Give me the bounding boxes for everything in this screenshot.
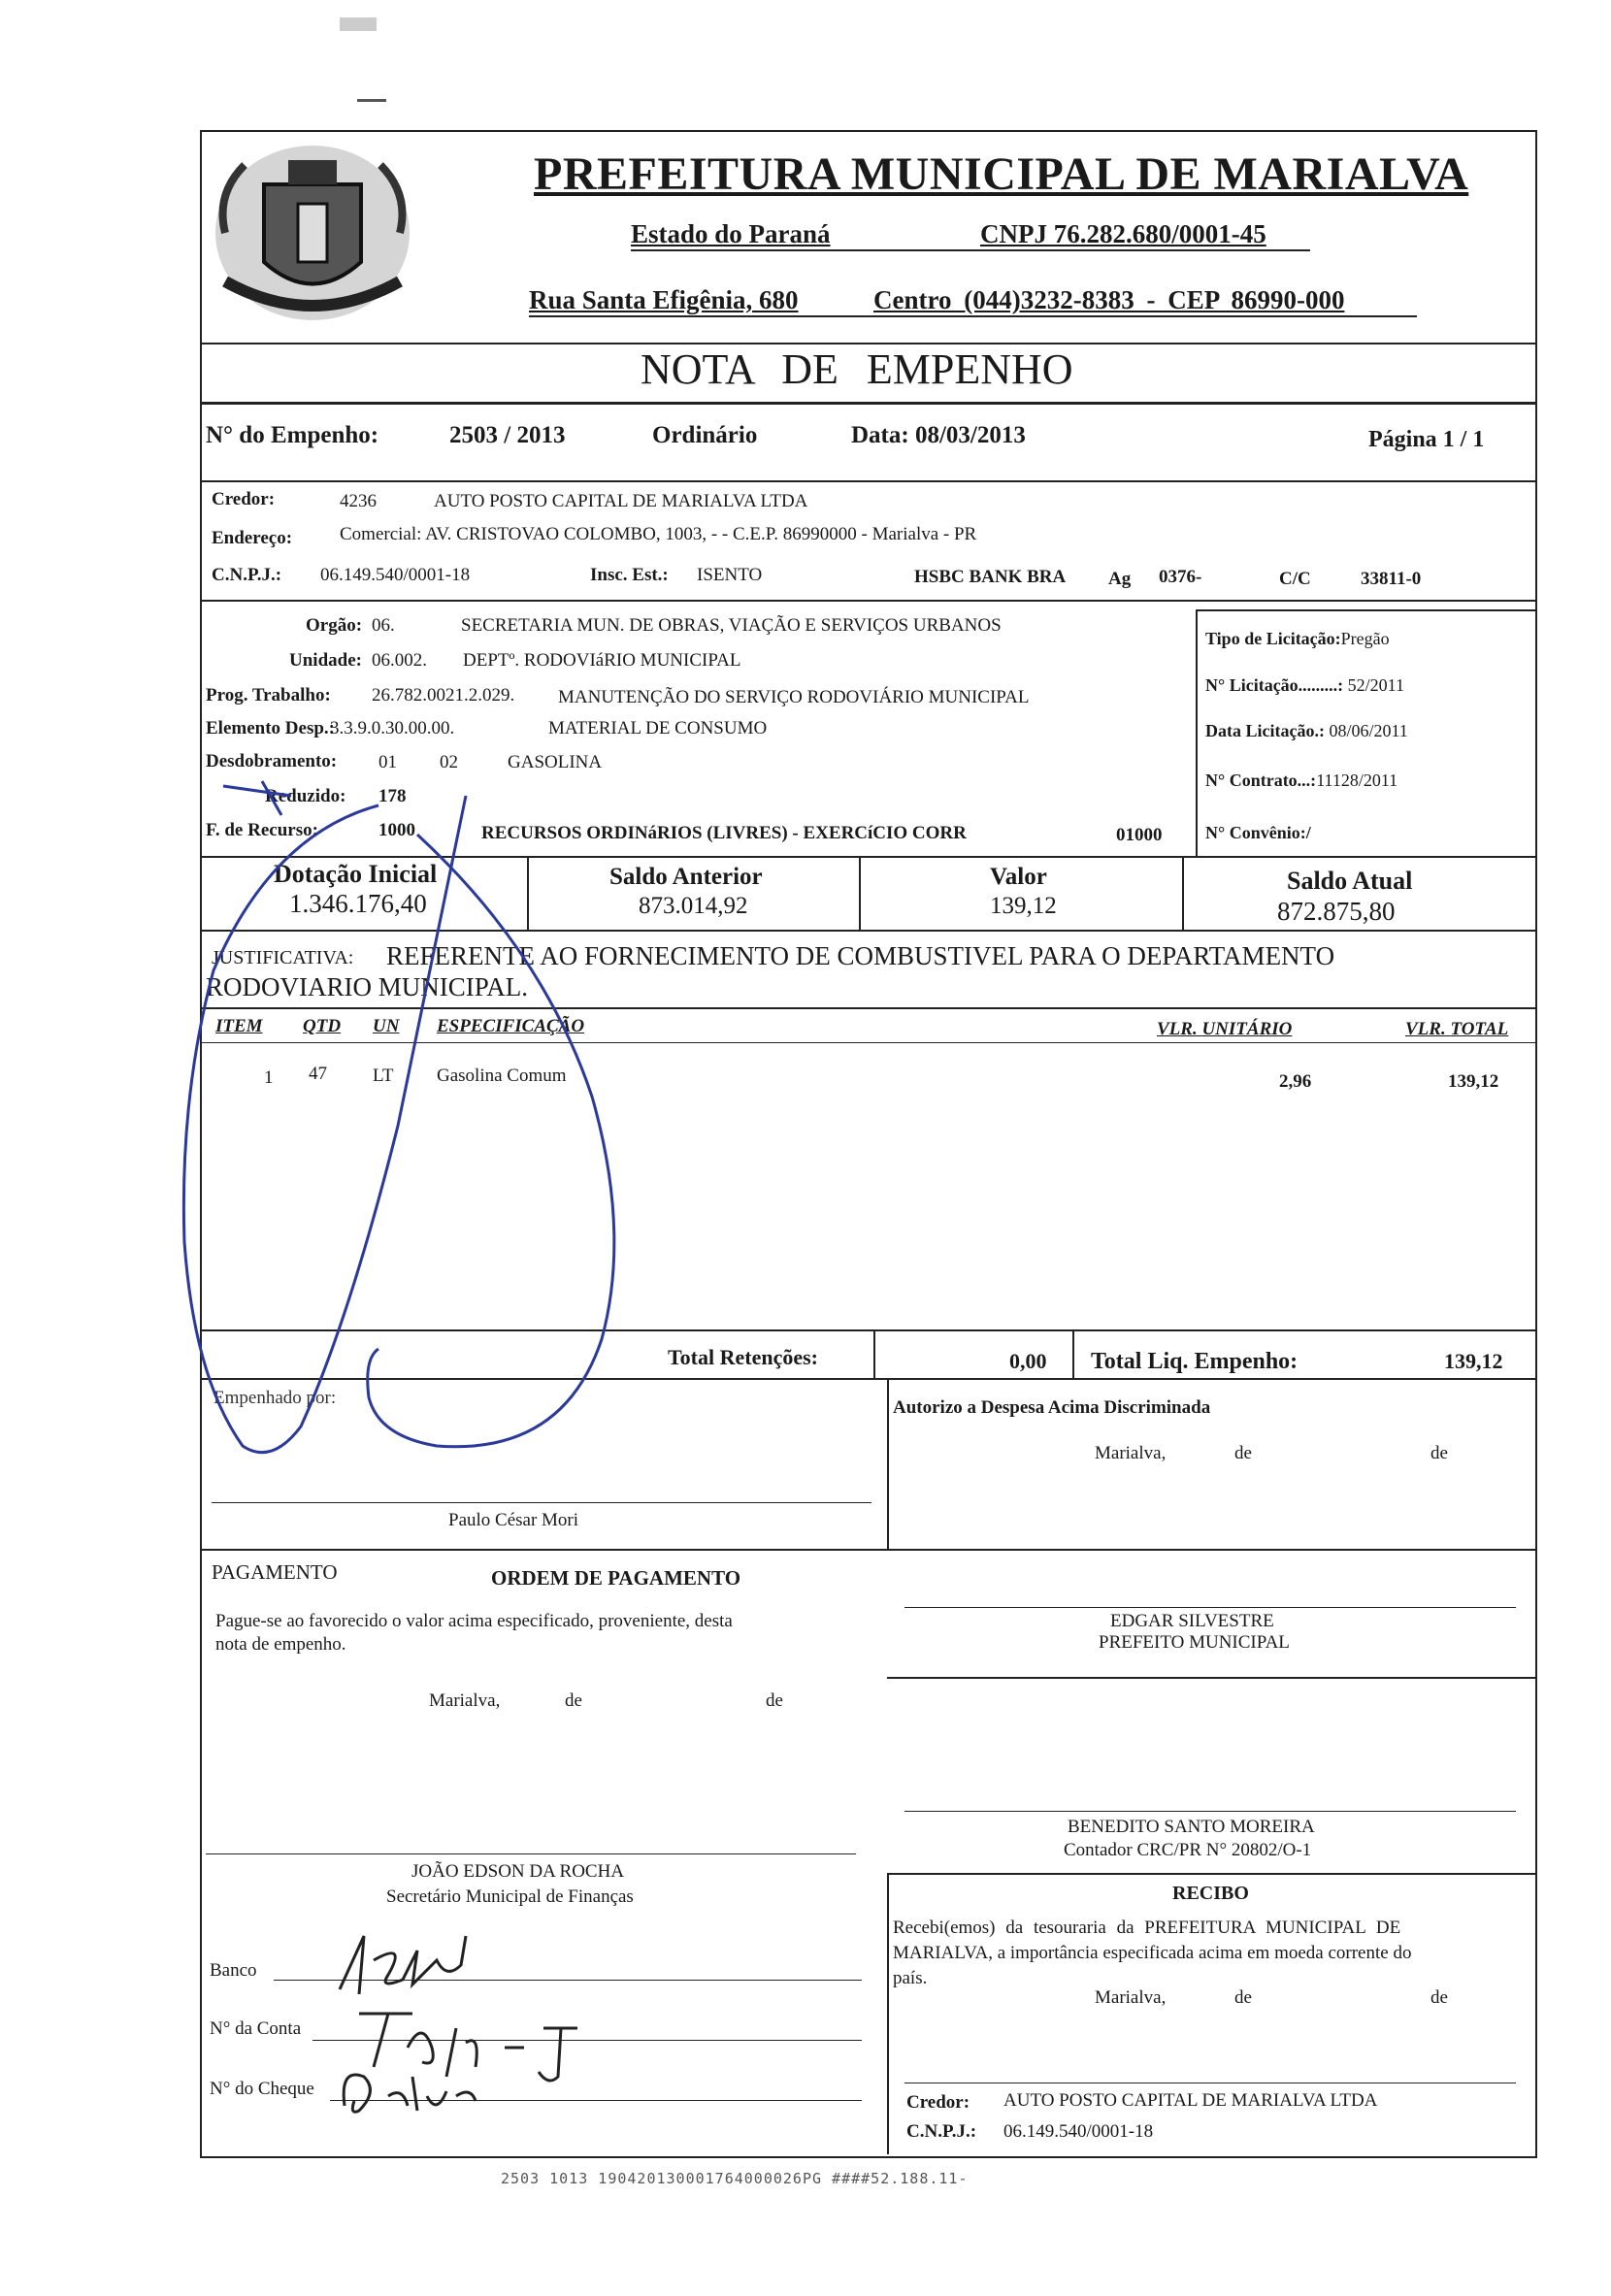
pagamento-text1: Pague-se ao favorecido o valor acima especificado, proveniente, desta bbox=[215, 1611, 733, 1631]
address-label: Endereço: bbox=[212, 528, 293, 548]
col-spec: ESPECIFICAÇÃO bbox=[437, 1016, 585, 1036]
liq-empenho-value: 139,12 bbox=[1444, 1349, 1503, 1373]
secretario-title: Secretário Municipal de Finanças bbox=[386, 1886, 634, 1907]
retencoes-value: 0,00 bbox=[1009, 1349, 1047, 1373]
credor-cnpj: 06.149.540/0001-18 bbox=[320, 565, 471, 585]
recibo-label: RECIBO bbox=[1172, 1883, 1249, 1904]
licitacao-data: Data Licitação.: 08/06/2011 bbox=[1205, 721, 1408, 740]
elemento-name: MATERIAL DE CONSUMO bbox=[548, 718, 768, 738]
reduzido-label: Reduzido: bbox=[265, 786, 346, 806]
recurso-name: RECURSOS ORDINáRIOS (LIVRES) - EXERCíCIO CORR bbox=[481, 823, 967, 843]
col-vt: VLR. TOTAL bbox=[1405, 1019, 1509, 1039]
justificativa-text2: RODOVIARIO MUNICIPAL. bbox=[206, 972, 529, 1001]
orgao-label: Orgão: bbox=[306, 615, 363, 636]
unidade-code: 06.002. bbox=[372, 650, 427, 671]
credor-code: 4236 bbox=[340, 491, 377, 511]
ag-label: Ag bbox=[1108, 569, 1132, 589]
recibo-cnpj-label: C.N.P.J.: bbox=[906, 2121, 977, 2142]
col-un: UN bbox=[373, 1016, 400, 1036]
cnpj-label: C.N.P.J.: bbox=[212, 565, 282, 585]
valor-label: Valor bbox=[990, 864, 1047, 890]
pagamento-de1: de bbox=[565, 1690, 582, 1711]
header-address: Rua Santa Efigênia, 680 bbox=[529, 285, 799, 314]
licitacao-convenio: N° Convênio:/ bbox=[1205, 823, 1311, 842]
saldo-atual-value: 872.875,80 bbox=[1277, 897, 1396, 926]
pagamento-text2: nota de empenho. bbox=[215, 1634, 346, 1655]
dotacao-value: 1.346.176,40 bbox=[289, 889, 427, 918]
licitacao-tipo-label: Tipo de Licitação:Pregão bbox=[1205, 629, 1390, 648]
saldo-anterior-label: Saldo Anterior bbox=[609, 864, 763, 890]
prog-label: Prog. Trabalho: bbox=[206, 685, 331, 705]
recibo-city: Marialva, bbox=[1095, 1987, 1167, 2008]
recibo-de2: de bbox=[1430, 1987, 1448, 2008]
ag-value: 0376- bbox=[1159, 567, 1202, 587]
contador-name: BENEDITO SANTO MOREIRA bbox=[1068, 1817, 1315, 1837]
recurso-label: F. de Recurso: bbox=[206, 820, 318, 840]
prog-name: MANUTENÇÃO DO SERVIÇO RODOVIÁRIO MUNICIPAL bbox=[558, 687, 1030, 707]
autorizo-de2: de bbox=[1430, 1443, 1448, 1463]
credor-label: Credor: bbox=[212, 489, 276, 509]
banco-label: Banco bbox=[210, 1960, 257, 1981]
pagamento-label: PAGAMENTO bbox=[212, 1560, 338, 1584]
header-state: Estado do Paraná bbox=[631, 219, 831, 248]
orgao-code: 06. bbox=[372, 615, 395, 636]
elemento-label: Elemento Desp.: bbox=[206, 718, 335, 738]
empenho-type: Ordinário bbox=[652, 422, 758, 448]
recibo-credor-label: Credor: bbox=[906, 2092, 970, 2113]
insc-value: ISENTO bbox=[697, 565, 763, 585]
header-title: PREFEITURA MUNICIPAL DE MARIALVA bbox=[534, 148, 1469, 200]
header-address2: Centro (044)3232-8383 - CEP 86990-000 bbox=[873, 285, 1345, 314]
licitacao-num: N° Licitação.........: 52/2011 bbox=[1205, 675, 1405, 695]
justificativa-text1: REFERENTE AO FORNECIMENTO DE COMBUSTIVEL PARA O DEPARTAMENTO bbox=[386, 941, 1335, 970]
empenhado-name: Paulo César Mori bbox=[448, 1510, 579, 1530]
cheque-label: N° do Cheque bbox=[210, 2079, 314, 2099]
pagamento-de2: de bbox=[766, 1690, 783, 1711]
recibo-text1: Recebi(emos) da tesouraria da PREFEITURA MUNICIPAL DE bbox=[893, 1918, 1401, 1938]
dotacao-label: Dotação Inicial bbox=[274, 860, 438, 888]
valor-value: 139,12 bbox=[990, 893, 1057, 919]
cc-value: 33811-0 bbox=[1361, 569, 1422, 589]
recibo-text3: país. bbox=[893, 1968, 928, 1988]
recibo-de1: de bbox=[1234, 1987, 1252, 2008]
justificativa-label: JUSTIFICATIVA: bbox=[212, 947, 354, 968]
row-un: LT bbox=[373, 1066, 394, 1086]
row-vu: 2,96 bbox=[1279, 1071, 1312, 1092]
ordem-pagamento-label: ORDEM DE PAGAMENTO bbox=[491, 1566, 741, 1590]
insc-label: Insc. Est.: bbox=[590, 565, 669, 585]
recibo-cnpj: 06.149.540/0001-18 bbox=[1003, 2121, 1154, 2142]
row-vt: 139,12 bbox=[1448, 1071, 1499, 1092]
orgao-name: SECRETARIA MUN. DE OBRAS, VIAÇÃO E SERVIÇOS URBANOS bbox=[461, 615, 1002, 636]
recibo-text2: MARIALVA, a importância especificada acima em moeda corrente do bbox=[893, 1943, 1412, 1963]
desdobramento-a: 01 bbox=[378, 752, 397, 772]
row-qtd: 47 bbox=[309, 1064, 327, 1084]
reduzido-value: 178 bbox=[378, 786, 407, 806]
row-item: 1 bbox=[264, 1067, 274, 1088]
conta-label: N° da Conta bbox=[210, 2018, 302, 2039]
credor-name: AUTO POSTO CAPITAL DE MARIALVA LTDA bbox=[434, 491, 808, 511]
handwritten-bank-entries bbox=[320, 1921, 611, 2125]
row-spec: Gasolina Comum bbox=[437, 1066, 567, 1086]
retencoes-label: Total Retenções: bbox=[668, 1345, 818, 1369]
contador-title: Contador CRC/PR N° 20802/O-1 bbox=[1064, 1840, 1312, 1860]
bank-name: HSBC BANK BRA bbox=[914, 567, 1067, 587]
barcode-text: 2503 1013 190420130001764000026PG ####52.188.11- bbox=[501, 2170, 969, 2187]
elemento-code: 3.3.9.0.30.00.00. bbox=[330, 718, 455, 738]
col-qtd: QTD bbox=[303, 1016, 342, 1036]
empenho-number: 2503 / 2013 bbox=[449, 422, 566, 448]
unidade-name: DEPTº. RODOVIáRIO MUNICIPAL bbox=[463, 650, 741, 671]
licitacao-contrato: N° Contrato...:11128/2011 bbox=[1205, 771, 1398, 790]
scan-mark bbox=[357, 99, 386, 102]
saldo-atual-label: Saldo Atual bbox=[1287, 867, 1413, 895]
prefeito-title: PREFEITO MUNICIPAL bbox=[1099, 1632, 1290, 1653]
pagamento-city: Marialva, bbox=[429, 1690, 501, 1711]
desdobramento-name: GASOLINA bbox=[508, 752, 603, 772]
desdobramento-label: Desdobramento: bbox=[206, 751, 338, 771]
secretario-name: JOÃO EDSON DA ROCHA bbox=[411, 1861, 625, 1882]
blue-ink-annotation bbox=[175, 776, 641, 1475]
desdobramento-b: 02 bbox=[440, 752, 458, 772]
prefeito-name: EDGAR SILVESTRE bbox=[1110, 1611, 1274, 1631]
scan-mark bbox=[340, 17, 377, 31]
empenho-page: Página 1 / 1 bbox=[1368, 427, 1485, 452]
autorizo-city: Marialva, bbox=[1095, 1443, 1167, 1463]
empenhado-label: Empenhado por: bbox=[214, 1388, 337, 1408]
recibo-credor: AUTO POSTO CAPITAL DE MARIALVA LTDA bbox=[1003, 2090, 1378, 2111]
autorizo-de1: de bbox=[1234, 1443, 1252, 1463]
coat-of-arms-logo bbox=[206, 136, 419, 342]
recurso-code: 1000 bbox=[378, 820, 415, 840]
prog-code: 26.782.0021.2.029. bbox=[372, 685, 515, 705]
autorizo-label: Autorizo a Despesa Acima Discriminada bbox=[893, 1397, 1211, 1418]
saldo-anterior-value: 873.014,92 bbox=[639, 893, 748, 919]
liq-empenho-label: Total Liq. Empenho: bbox=[1091, 1349, 1299, 1374]
col-item: ITEM bbox=[215, 1016, 263, 1036]
header-cnpj: CNPJ 76.282.680/0001-45 bbox=[980, 219, 1266, 248]
col-vu: VLR. UNITÁRIO bbox=[1157, 1019, 1293, 1039]
empenho-date: Data: 08/03/2013 bbox=[851, 422, 1026, 448]
doc-title: NOTA DE EMPENHO bbox=[641, 345, 1073, 393]
credor-address: Comercial: AV. CRISTOVAO COLOMBO, 1003, - - C.E.P. 86990000 - Marialva - PR bbox=[340, 524, 977, 544]
unidade-label: Unidade: bbox=[289, 650, 362, 671]
recurso-num: 01000 bbox=[1116, 825, 1163, 845]
empenho-label: N° do Empenho: bbox=[206, 422, 379, 448]
cc-label: C/C bbox=[1279, 569, 1311, 589]
